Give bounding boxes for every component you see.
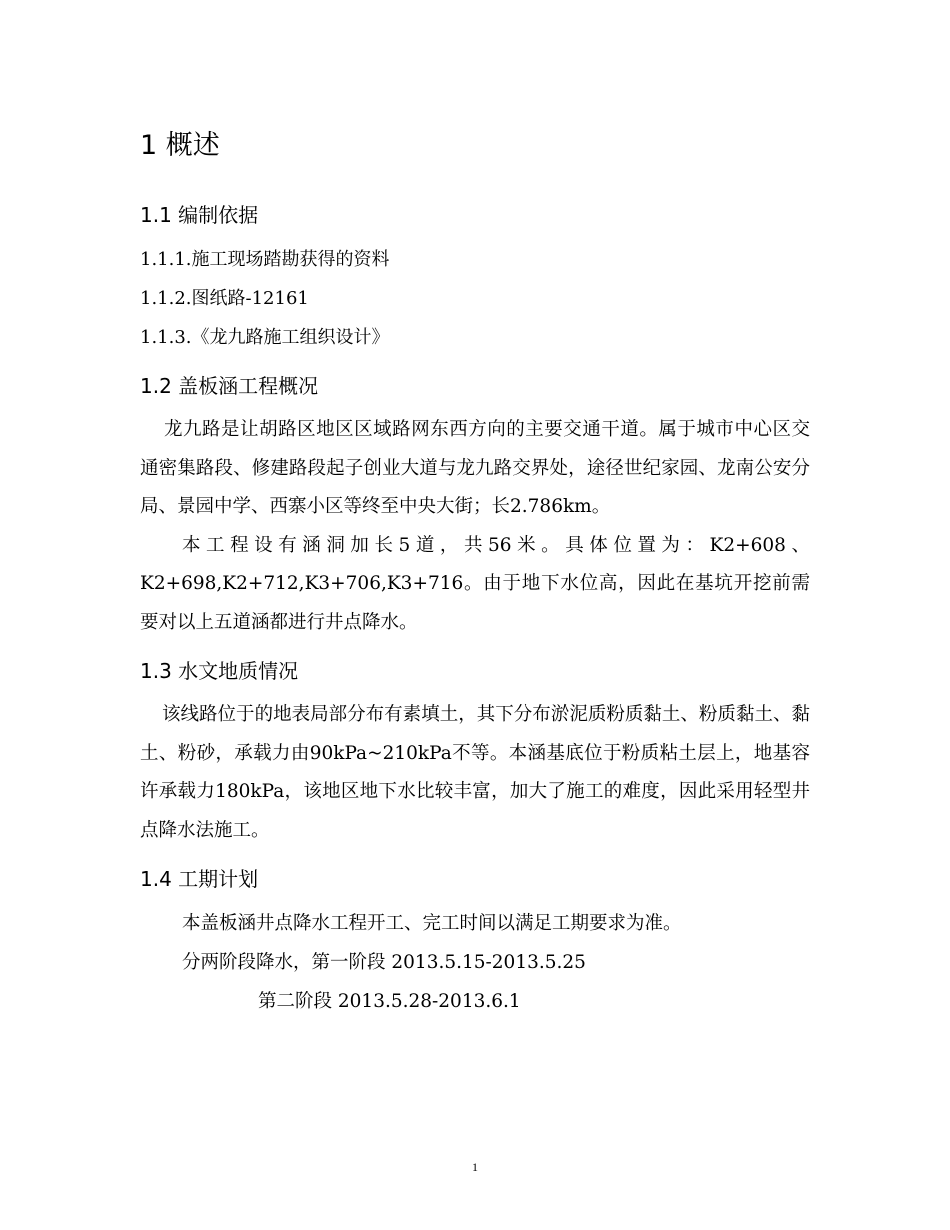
- section-heading-1-1: 1.1 编制依据: [140, 203, 259, 228]
- list-item: 1.1.3.《龙九路施工组织设计》: [140, 327, 390, 349]
- section-heading-1-3: 1.3 水文地质情况: [140, 659, 299, 684]
- culvert-paragraph: 本工程设有涵洞加长5道，共56米。具体位置为：K2+608、K2+698,K2+712,K3+706,K3+716。由于地下水位高，因此在基坑开挖前需要对以上五道涵都进行井点降水。: [140, 534, 810, 633]
- page-number: 1: [472, 1160, 478, 1174]
- reference-list: [140, 240, 810, 357]
- section-heading-1-4: 1.4 工期计划: [140, 867, 259, 892]
- schedule-line: 分两阶段降水，第一阶段 2013.5.15-2013.5.25: [182, 952, 586, 974]
- schedule-line: 第二阶段 2013.5.28-2013.6.1: [258, 991, 521, 1013]
- hydrogeology-paragraph: 该线路位于的地表局部分布有素填土，其下分布淤泥质粉质黏土、粉质黏土、黏土、粉砂，承载力由90kPa~210kPa不等。本涵基底位于粉质粘土层上，地基容许承载力180kPa，该地区地下水比较丰富，加大了施工的难度，因此采用轻型井点降水法施工。: [140, 704, 810, 841]
- chapter-heading: 1 概述: [140, 130, 220, 161]
- section-heading-1-2: 1.2 盖板涵工程概况: [140, 374, 319, 399]
- schedule-line: 本盖板涵井点降水工程开工、完工时间以满足工期要求为准。: [182, 913, 682, 935]
- list-item: 1.1.2.图纸路-12161: [140, 288, 309, 310]
- overview-paragraph: 龙九路是让胡路区地区区域路网东西方向的主要交通干道。属于城市中心区交通密集路段、修建路段起子创业大道与龙九路交界处，途径世纪家园、龙南公安分局、景园中学、西寨小区等终至中央大街；长2.786km。: [140, 419, 810, 518]
- document-content: [140, 130, 810, 1021]
- list-item: 1.1.1.施工现场踏勘获得的资料: [140, 249, 390, 271]
